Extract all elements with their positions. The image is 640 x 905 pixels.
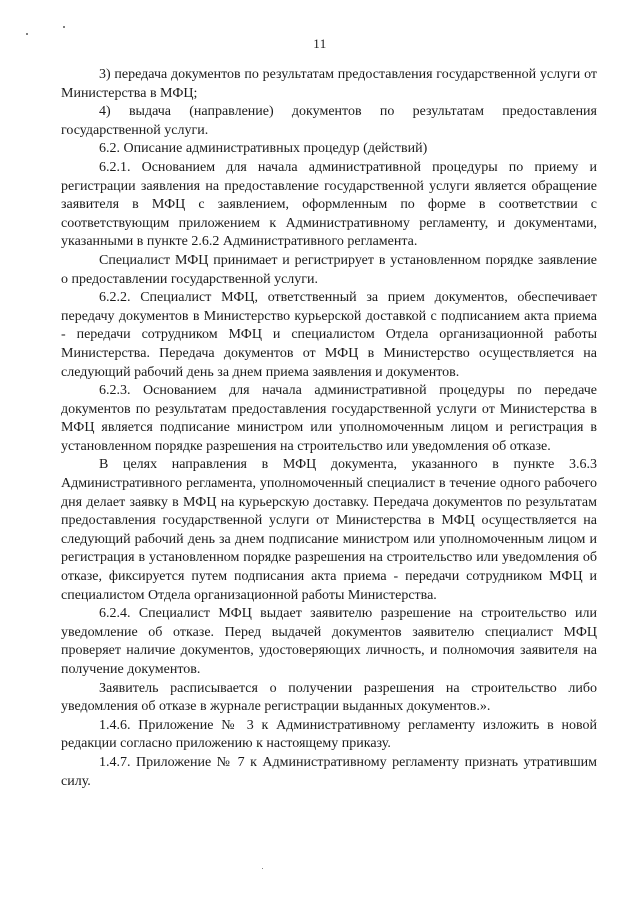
scan-speck xyxy=(262,868,263,869)
paragraph-delivery-request: В целях направления в МФЦ документа, указанного в пункте 3.6.3 Административного регламента, уполномоченный специалист в течение одного рабочего дня делает заявку в МФЦ на курьерскую доставку. Передача документов по результатам предоставления государственной услуги от Министерства в МФЦ осуществляется на следующий рабочий день за днем подписание министром или уполномоченным лицом и регистрация в установленном порядке разрешения на строительство или уведомления об отказе, фиксируется путем подписания акта приема - передачи сотрудником МФЦ и специалистом Отдела организационной работы Министерства. xyxy=(61,457,597,603)
paragraph-6-2-2: 6.2.2. Специалист МФЦ, ответственный за прием документов, обеспечивает передачу документов в Министерство курьерской доставкой с подписанием акта приема - передачи сотрудником МФЦ и специалистом Отдела организационной работы Министерства. Передача документов от МФЦ в Министерство осуществляется на следующий рабочий день за днем приема заявления и документов. xyxy=(61,290,597,380)
scan-speck xyxy=(63,26,65,28)
paragraph-1-4-6: 1.4.6. Приложение № 3 к Административному регламенту изложить в новой редакции согласно приложению к настоящему приказу. xyxy=(61,717,597,752)
scan-speck xyxy=(26,33,28,35)
paragraph-6-2-3: 6.2.3. Основанием для начала административной процедуры по передаче документов по результатам предоставления государственной услуги от Министерства в МФЦ является подписание министром или уполномоченным лицом и регистрация в установленном порядке разрешения на строительство или уведомления об отказе. xyxy=(61,383,597,454)
paragraph-1-4-7: 1.4.7. Приложение № 7 к Административному регламенту признать утратившим силу. xyxy=(61,754,597,789)
paragraph-6-2-1: 6.2.1. Основанием для начала административной процедуры по приему и регистрации заявления на предоставление государственной услуги является обращение заявителя в МФЦ с заявлением, оформленным по форме в соответствии с соответствующим приложением к Административному регламенту, и документами, указанными в пункте 2.6.2 Административного регламента. xyxy=(61,159,597,250)
paragraph-applicant-signs: Заявитель расписывается о получении разрешения на строительство либо уведомления об отказе в журнале регистрации выданных документов.». xyxy=(61,680,597,715)
page-number: 11 xyxy=(313,36,327,51)
paragraph-6-2-heading: 6.2. Описание административных процедур (действий) xyxy=(99,141,428,157)
paragraph-6-2-4: 6.2.4. Специалист МФЦ выдает заявителю разрешение на строительство или уведомление об отказе. Перед выдачей документов заявителю специалист МФЦ проверяет наличие документов, удостоверяющих личность, и полномочия заявителя на получение документов. xyxy=(61,606,597,677)
paragraph-step-3: 3) передача документов по результатам предоставления государственной услуги от Министерства в МФЦ; xyxy=(61,67,597,101)
document-body xyxy=(61,66,597,791)
paragraph-mfc-registers: Специалист МФЦ принимает и регистрирует в установленном порядке заявление о предоставлении государственной услуги. xyxy=(61,252,597,287)
paragraph-step-4: 4) выдача (направление) документов по результатам предоставления государственной услуги. xyxy=(61,104,597,138)
